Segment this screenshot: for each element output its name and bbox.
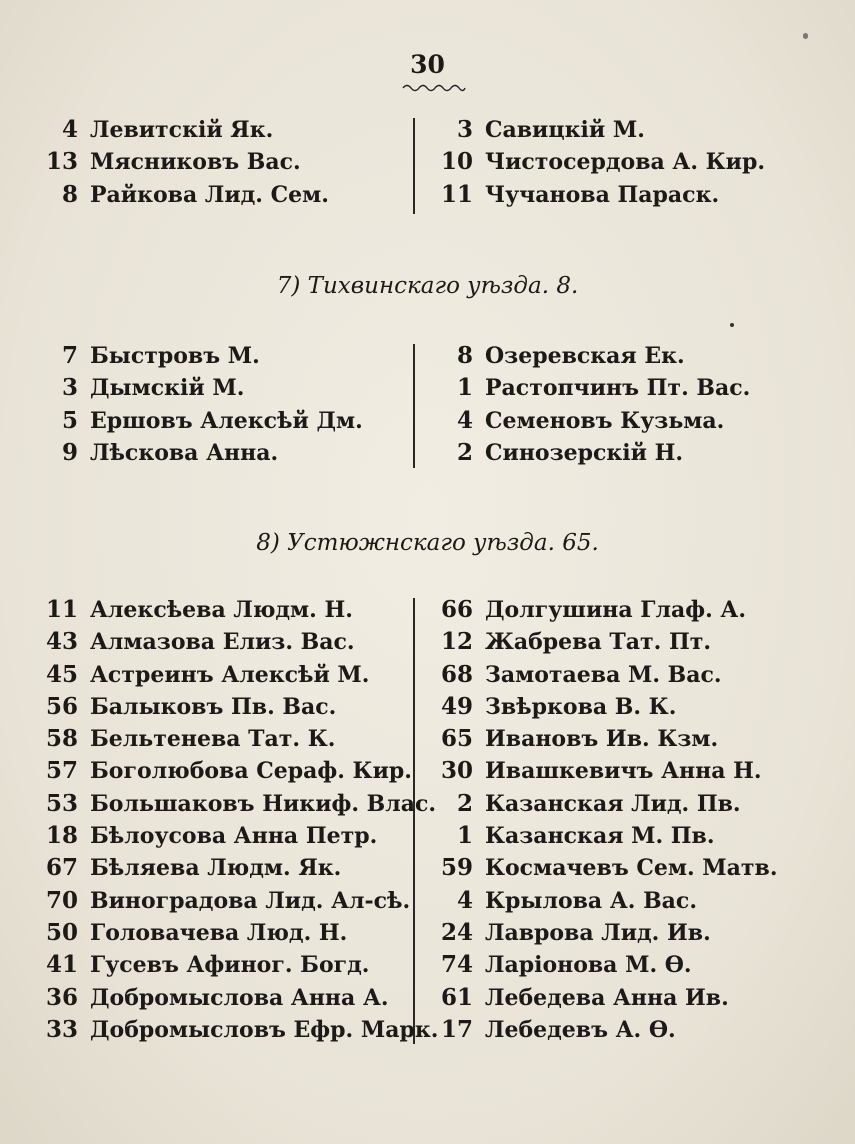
page-number: 30 — [410, 50, 445, 79]
list-item: 8 Райкова Лид. Сем. — [61, 180, 329, 208]
tilde-ornament — [402, 82, 466, 92]
list-item: 50 Головачева Люд. Н. — [45, 918, 348, 946]
list-item: 61 Лебедева Анна Ив. — [440, 983, 729, 1011]
left-column — [30, 114, 410, 211]
list-item: 2 Синозерскій Н. — [456, 438, 684, 466]
list-item: 57 Боголюбова Сераф. Кир. — [45, 757, 412, 785]
left-column — [30, 594, 439, 1046]
list-item: 49 Звѣркова В. К. — [440, 692, 677, 720]
list-item: 58 Бельтенева Тат. К. — [45, 725, 336, 753]
list-item: 56 Балыковъ Пв. Вас. — [45, 692, 337, 720]
list-item: 70 Виноградова Лид. Ал-сѣ. — [45, 886, 411, 914]
section-heading-ustyuzhna: 8) Устюжнскаго уѣзда. 65. — [256, 530, 599, 556]
column-divider — [413, 598, 415, 1044]
list-item: 2 Казанская Лид. Пв. — [456, 789, 741, 817]
section-heading-tikhvin: 7) Тихвинскаго уѣзда. 8. — [276, 273, 579, 299]
list-item: 8 Озеревская Ек. — [456, 342, 685, 369]
list-item: 45 Астреинъ Алексѣй М. — [45, 660, 370, 688]
list-item: 13 Мясниковъ Вас. — [45, 148, 301, 176]
list-item: 11 Чучанова Параск. — [440, 180, 720, 208]
list-item: 65 Ивановъ Ив. Кзм. — [440, 725, 719, 753]
right-column — [425, 114, 845, 211]
right-column — [425, 340, 845, 469]
list-item: 4 Левитскій Як. — [61, 116, 274, 143]
column-divider — [413, 344, 415, 468]
list-item: 9 Лѣскова Анна. — [61, 438, 279, 466]
right-column — [425, 594, 845, 1046]
list-item: 41 Гусевъ Афиног. Богд. — [45, 951, 370, 979]
list-item: 11 Алексѣева Людм. Н. — [45, 596, 353, 623]
list-item: 17 Лебедевъ А. Ѳ. — [440, 1015, 676, 1043]
column-divider — [413, 118, 415, 214]
list-item: 59 Космачевъ Сем. Матв. — [440, 854, 778, 882]
list-item: 74 Ларіонова М. Ѳ. — [440, 951, 692, 979]
left-column — [30, 340, 410, 469]
list-item: 10 Чистосердова А. Кир. — [440, 148, 766, 176]
list-item: 5 Ершовъ Алексѣй Дм. — [61, 406, 363, 434]
list-item: 4 Крылова А. Вас. — [456, 886, 697, 914]
list-item: 4 Семеновъ Кузьма. — [456, 406, 725, 434]
list-item: 67 Бѣляева Людм. Як. — [45, 854, 342, 882]
list-item: 7 Быстровъ М. — [61, 342, 260, 369]
list-item: 1 Растопчинъ Пт. Вас. — [456, 374, 751, 402]
list-item: 33 Добромысловъ Ефр. Марк. — [45, 1015, 439, 1043]
ink-spot — [803, 33, 808, 39]
list-item: 18 Бѣлоусова Анна Петр. — [45, 822, 378, 850]
list-item: 66 Долгушина Глаф. А. — [440, 596, 746, 623]
list-item: 53 Большаковъ Никиф. Влас. — [45, 789, 437, 817]
list-item: 68 Замотаева М. Вас. — [440, 660, 722, 688]
list-item: 1 Казанская М. Пв. — [456, 822, 715, 850]
list-item: 24 Лаврова Лид. Ив. — [440, 918, 711, 946]
list-item: 3 Савицкій М. — [456, 116, 645, 143]
stray-dot — [730, 323, 734, 327]
list-item: 43 Алмазова Елиз. Вас. — [45, 628, 355, 656]
list-item: 12 Жабрева Тат. Пт. — [440, 628, 712, 656]
list-item: 30 Ивашкевичъ Анна Н. — [440, 757, 762, 785]
list-item: 36 Добромыслова Анна А. — [45, 983, 389, 1011]
list-item: 3 Дымскій М. — [61, 374, 245, 402]
